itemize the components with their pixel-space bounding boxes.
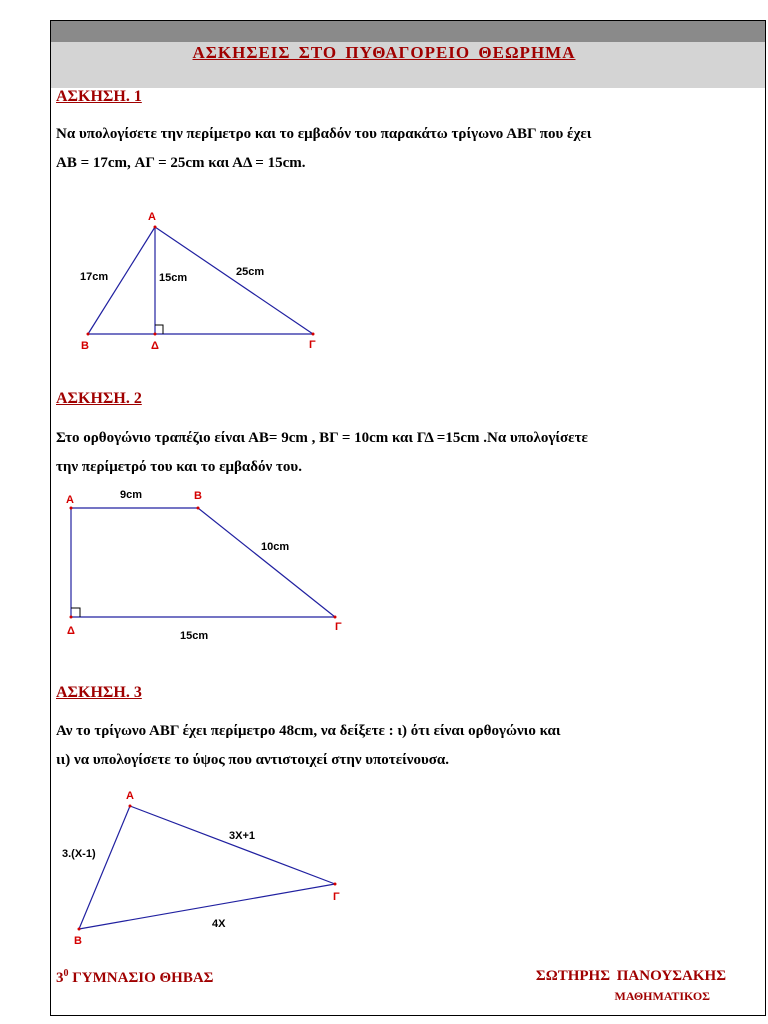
right-angle-mark bbox=[71, 608, 80, 617]
point-g-label: Γ bbox=[335, 621, 342, 633]
length-gd-label: 15cm bbox=[180, 630, 209, 642]
footer-school-superscript: 0 bbox=[63, 968, 69, 979]
length-ad-label: 15cm bbox=[159, 272, 188, 284]
point-a-label: A bbox=[126, 790, 134, 802]
point-d-label: Δ bbox=[67, 625, 75, 637]
exercise-3-heading: ΑΣΚΗΣΗ. 3 bbox=[56, 684, 142, 701]
footer-role: ΜΑΘΗΜΑΤΙΚΟΣ bbox=[614, 989, 710, 1003]
exercise-2-line-1: Στο ορθογώνιο τραπέζιο είναι ΑΒ= 9cm , ΒΓ = 10cm και ΓΔ =15cm .Να υπολογίσετε bbox=[56, 430, 588, 446]
exercise-1-triangle-figure bbox=[56, 200, 328, 360]
footer-school bbox=[56, 968, 214, 987]
point-g-label: Γ bbox=[333, 891, 340, 903]
exercise-3-line-1: Αν το τρίγωνο ΑΒΓ έχει περίμετρο 48cm, να δείξετε : ι) ότι είναι ορθογώνιο και bbox=[56, 723, 561, 739]
exercise-2-heading: ΑΣΚΗΣΗ. 2 bbox=[56, 390, 142, 407]
point-b-label: B bbox=[74, 935, 82, 947]
right-angle-mark bbox=[155, 325, 163, 334]
footer-author: ΣΩΤΗΡΗΣ ΠΑΝΟΥΣΑΚΗΣ bbox=[535, 968, 726, 984]
point-b-label: B bbox=[81, 340, 89, 352]
footer-school-name: ΓΥΜΝΑΣΙΟ ΘΗΒΑΣ bbox=[68, 970, 214, 986]
exercise-1-heading: ΑΣΚΗΣΗ. 1 bbox=[56, 88, 142, 105]
side-ab bbox=[79, 806, 130, 929]
side-bg bbox=[198, 508, 335, 617]
footer-school-number: 3 bbox=[56, 970, 64, 986]
exercise-1-line-1: Να υπολογίσετε την περίμετρο και το εμβαδόν του παρακάτω τρίγωνο ΑΒΓ που έχει bbox=[56, 126, 592, 142]
exercise-1-line-2: ΑΒ = 17cm, ΑΓ = 25cm και ΑΔ = 15cm. bbox=[56, 155, 306, 171]
point-a-label: A bbox=[148, 211, 156, 223]
exercise-2-trapezoid-figure bbox=[56, 484, 356, 649]
exercise-3-triangle-figure bbox=[56, 782, 356, 952]
exercise-3-line-2: ιι) να υπολογίσετε το ύψος που αντιστοιχεί στην υποτείνουσα. bbox=[56, 752, 450, 768]
length-bg-label: 4X bbox=[212, 918, 226, 930]
point-b-label: B bbox=[194, 490, 202, 502]
length-bg-label: 10cm bbox=[261, 541, 290, 553]
point-g-label: Γ bbox=[309, 339, 316, 351]
length-ab-label: 17cm bbox=[80, 271, 109, 283]
length-ab-label: 3.(X-1) bbox=[62, 848, 96, 860]
page-title: ΑΣΚΗΣΕΙΣ ΣΤΟ ΠΥΘΑΓΟΡΕΙΟ ΘΕΩΡΗΜΑ bbox=[192, 43, 576, 62]
length-ag-label: 3X+1 bbox=[229, 830, 255, 842]
length-ag-label: 25cm bbox=[236, 266, 265, 278]
exercise-2-line-2: την περίμετρό του και το εμβαδόν του. bbox=[56, 459, 302, 475]
header-top-band bbox=[51, 20, 765, 42]
point-d-label: Δ bbox=[151, 340, 159, 352]
side-bg bbox=[79, 884, 335, 929]
length-ab-label: 9cm bbox=[120, 489, 143, 501]
point-a-label: A bbox=[66, 494, 74, 506]
side-ag bbox=[130, 806, 335, 884]
